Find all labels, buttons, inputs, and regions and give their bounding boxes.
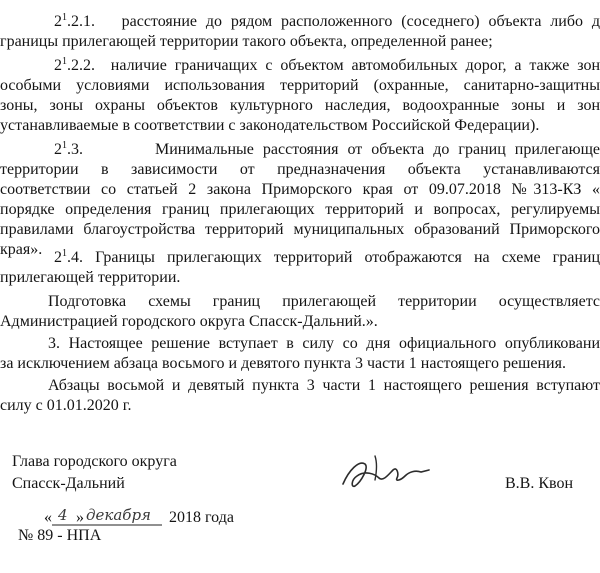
date-year: 2018 года [169,509,234,526]
para-3-line-2: за исключением абзаца восьмого и девятого пункта 3 части 1 настоящего решения. [0,355,566,372]
item-2-1-3-line-6: края». [0,241,43,258]
item-2-1-3-line-2: территории в зависимости от предназначения объекта устанавливаются [0,161,600,178]
item-number: $2^1.3$. [54,140,83,158]
item-2-1-4-line-1: $2^1.4$. Границы прилегающих территорий отображаются на схеме границ [54,248,600,266]
item-number: $2^1.2.2$. [54,56,95,74]
signatory-title-line-2: Спасск-Дальний [12,475,125,492]
item-2-1-2-2-line-2: особыми условиями использования территорий (охранные, санитарно-защитны [0,77,600,94]
item-2-1-3-line-1: $2^1.3$. Минимальные расстояния от объекта до границ прилегающе [54,140,600,158]
item-2-1-3-line-3: соответствии со статьей 2 закона Приморского края от 09.07.2018 №313-КЗ « [0,181,600,198]
item-2-1-2-2-line-1: $2^1.2.2$. наличие граничащих с объектом автомобильных дорог, а также зон [54,56,600,74]
item-2-1-2-2-line-4: устанавливаемые в соответствии с законодательством Российской Федерации). [0,117,540,134]
item-2-1-3-line-5: правилами благоустройства территорий муниципальных образований Приморского [0,221,600,238]
signatory-title-line-1: Глава городского округа [12,453,177,470]
para-3-line-1: 3. Настоящее решение вступает в силу со дня официального опубликовани [48,335,600,352]
handwritten-signature [335,440,435,500]
item-2-1-3-line-4: порядке определения границ прилегающих территорий и вопросах, регулируемы [0,201,600,218]
date-day-handwritten: 4 [58,506,68,524]
signatory-name: В.В. Квон [505,475,574,492]
date-open-quote: « [44,509,52,526]
item-number: $2^1.2.1$. [54,12,95,30]
item-2-1-2-1-line-2: границы прилегающей территории такого объекта, определенной ранее; [0,33,493,50]
item-2-1-4-line-2: прилегающей территории. [0,269,181,286]
date-close-quote: » [76,509,84,526]
para-abz-line-2: силу с 01.01.2020 г. [0,397,132,414]
item-number: $2^1.4$. [54,248,83,266]
document-number: № 89 - НПА [18,527,102,544]
para-prep-line-1: Подготовка схемы границ прилегающей территории осуществляетс [48,293,600,310]
date-month-handwritten: декабря [86,506,151,524]
item-2-1-2-1-line-1: $2^1.2.1$. расстояние до рядом расположенного (соседнего) объекта либо д [54,12,600,30]
item-2-1-2-2-line-3: зоны, зоны охраны объектов культурного наследия, водоохранные зоны и зон [0,97,600,114]
para-prep-line-2: Администрацией городского округа Спасск-Дальний.». [0,313,378,330]
para-abz-line-1: Абзацы восьмой и девятый пункта 3 части 1 настоящего решения вступают [48,377,600,394]
